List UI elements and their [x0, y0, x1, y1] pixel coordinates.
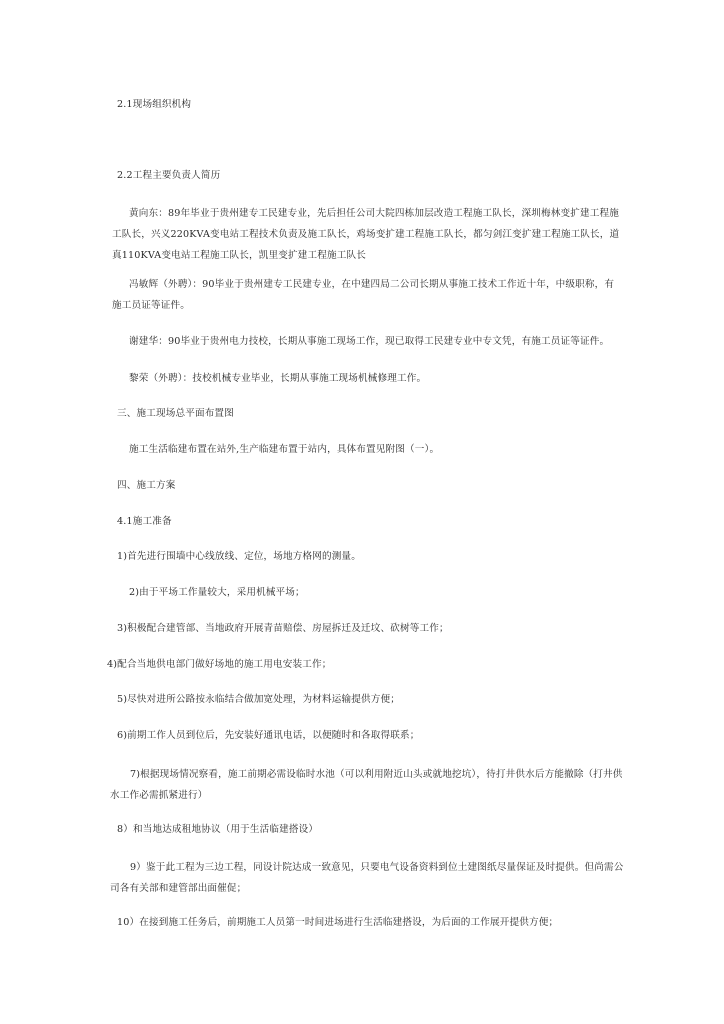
list-item-5: 5)尽快对进所公路按永临结合做加宽处理，为材料运输提供方便；	[117, 694, 400, 705]
section-heading-2-2: 2.2工程主要负责人简历	[117, 170, 221, 181]
list-item-9: 9）鉴于此工程为三边工程，同设计院达成一致意见，只要电气设备资料到位土建图纸尽量保证及时提供。但尚需公司各有关部和建管部出面催促；	[110, 862, 624, 894]
list-item-7: 7)根据现场情况察看，施工前期必需设临时水池（可以利用附近山头或就地挖坑），待打井供水后方能撤除（打井供水工作必需抓紧进行）	[110, 769, 623, 801]
paragraph-feng-resume: 冯敏辉（外聘）：90毕业于贵州建专工民建专业，在中建四局二公司长期从事施工技术工作近十年，中级职称，有施工员证等证件。	[112, 279, 615, 311]
section-heading-4-1: 4.1施工准备	[117, 516, 172, 527]
list-item-8: 8）和当地达成租地协议（用于生活临建搭设）	[117, 824, 319, 835]
paragraph-li-resume: 黎荣（外聘）：技校机械专业毕业，长期从事施工现场机械修理工作。	[129, 373, 427, 384]
list-item-2: 2)由于平场工作量较大，采用机械平场；	[129, 587, 305, 598]
list-item-1: 1)首先进行围墙中心线放线、定位，场地方格网的测量。	[117, 551, 361, 562]
paragraph-site-layout: 施工生活临建布置在站外,生产临建布置于站内，具体布置见附图（一）。	[129, 444, 440, 455]
section-heading-2-1: 2.1现场组织机构	[117, 99, 192, 110]
list-item-10: 10）在接到施工任务后，前期施工人员第一时间进场进行生活临建搭设，为后面的工作展开提供方便；	[117, 917, 559, 928]
list-item-3: 3)积极配合建管部、当地政府开展青苗赔偿、房屋拆迁及迁坟、砍树等工作；	[117, 623, 449, 634]
section-heading-4: 四、施工方案	[117, 480, 176, 491]
section-heading-3: 三、施工现场总平面布置图	[117, 408, 234, 419]
list-item-4: 4)配合当地供电部门做好场地的施工用电安装工作；	[107, 659, 332, 670]
paragraph-xie-resume: 谢建华：90毕业于贵州电力技校，长期从事施工现场工作，现已取得工民建专业中专文凭，有施工员证等证件。	[129, 336, 610, 347]
list-item-6: 6)前期工作人员到位后，先安装好通讯电话，以便随时和各取得联系；	[117, 730, 420, 741]
paragraph-huang-resume: 黄向东：89年毕业于贵州建专工民建专业，先后担任公司大院四栋加层改造工程施工队长，深圳梅林变扩建工程施工队长，兴义220KVA变电站工程技术负责及施工队长，鸡场变扩建工程施工队长，都匀剑江变扩建工程施工队长，道真110KVA变电站工程施工队长，凯里变扩建工程施工队长	[112, 208, 620, 261]
